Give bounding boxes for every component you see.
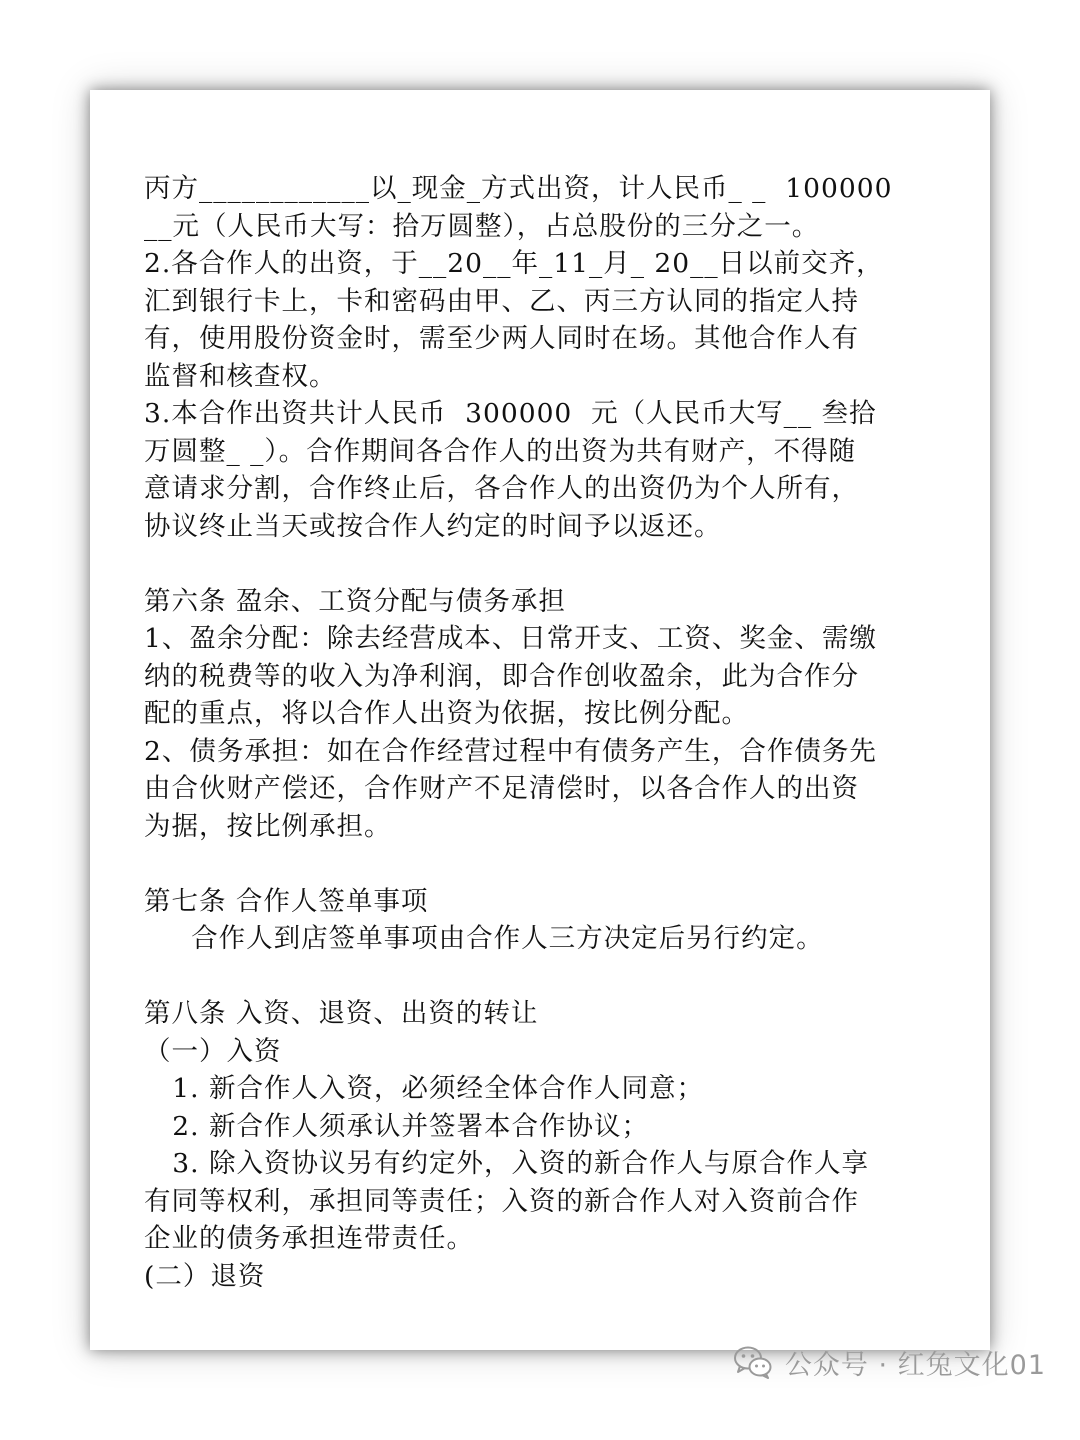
text-line: 有，使用股份资金时，需至少两人同时在场。其他合作人有 xyxy=(144,323,859,354)
blank-line xyxy=(144,545,944,583)
text-line: 2. 新合作人须承认并签署本合作协议； xyxy=(144,1110,649,1142)
text-line: 1、盈余分配：除去经营成本、日常开支、工资、奖金、需缴 xyxy=(144,623,877,654)
text-line: 企业的债务承担连带责任。 xyxy=(144,1223,474,1254)
text-line: 丙方____________以_现金_方式出资，计人民币_ _ 100000 xyxy=(144,173,893,204)
text-line: 2、债务承担：如在合作经营过程中有债务产生，合作债务先 xyxy=(144,735,877,767)
text-line: 协议终止当天或按合作人约定的时间予以返还。 xyxy=(144,510,722,542)
text-line: 有同等权利，承担同等责任；入资的新合作人对入资前合作 xyxy=(144,1185,859,1217)
text-line: 配的重点，将以合作人出资为依据，按比例分配。 xyxy=(144,698,749,729)
document-page xyxy=(90,90,990,1350)
subsection-heading: （一）入资 xyxy=(144,1035,282,1067)
wechat-icon xyxy=(733,1345,773,1379)
section-heading: 第七条 合作人签单事项 xyxy=(144,885,429,917)
blank-line xyxy=(144,958,944,996)
section-heading: 第六条 盈余、工资分配与债务承担 xyxy=(144,585,566,617)
text-line: 汇到银行卡上，卡和密码由甲、乙、丙三方认同的指定人持 xyxy=(144,285,859,317)
watermark xyxy=(733,1342,1046,1382)
text-line: 3.本合作出资共计人民币 300000 元（人民币大写__ 叁拾 xyxy=(144,398,877,429)
document-body xyxy=(144,170,944,1295)
text-line: 万圆整_ _）。合作期间各合作人的出资为共有财产，不得随 xyxy=(144,435,857,467)
text-line: __元（人民币大写：拾万圆整），占总股份的三分之一。 xyxy=(144,210,820,242)
watermark-text: 公众号 · 红兔文化01 xyxy=(784,1349,1046,1381)
blank-line xyxy=(144,845,944,883)
text-line: 意请求分割，合作终止后，各合作人的出资仍为个人所有， xyxy=(144,473,859,504)
text-line: 由合伙财产偿还，合作财产不足清偿时，以各合作人的出资 xyxy=(144,773,859,804)
text-line: 监督和核查权。 xyxy=(144,360,337,392)
subsection-heading: (二）退资 xyxy=(144,1260,266,1292)
text-line: 合作人到店签单事项由合作人三方决定后另行约定。 xyxy=(144,923,824,954)
text-line: 纳的税费等的收入为净利润，即合作创收盈余，此为合作分 xyxy=(144,660,859,692)
text-line: 2.各合作人的出资，于__20__年_11_月_ 20__日以前交齐， xyxy=(144,248,884,279)
text-line: 为据，按比例承担。 xyxy=(144,810,392,842)
section-heading: 第八条 入资、退资、出资的转让 xyxy=(144,998,539,1029)
text-line: 1. 新合作人入资，必须经全体合作人同意； xyxy=(144,1073,704,1104)
text-line: 3. 除入资协议另有约定外，入资的新合作人与原合作人享 xyxy=(144,1148,869,1179)
